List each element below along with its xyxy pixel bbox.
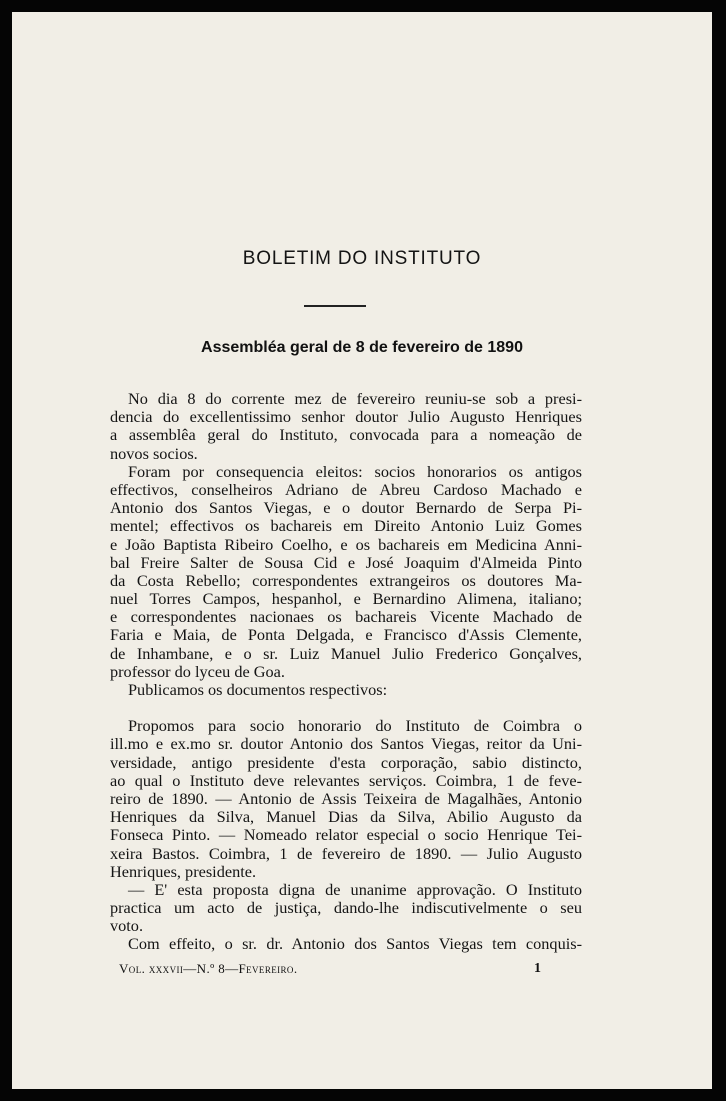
text-line: Publicamos os documentos respectivos: [128, 680, 388, 699]
text-line: novos socios. [110, 443, 198, 463]
text-line: ao qual o Instituto deve relevantes serviços. Coimbra, 1 de feve- [110, 770, 582, 790]
text-line: No dia 8 do corrente mez de fevereiro reuniu-se sob a presi- [128, 389, 582, 408]
text-line: ill.mo e ex.mo sr. doutor Antonio dos Santos Viegas, reitor da Uni- [110, 734, 582, 754]
volume-signature: Vol. xxxvii—N.º 8—Fevereiro. [119, 961, 298, 976]
text-line: xeira Bastos. Coimbra, 1 de fevereiro de 1890. — Julio Augusto [110, 843, 582, 863]
body-text [110, 390, 582, 954]
text-line: bal Freire Salter de Sousa Cid e José Joaquim d'Almeida Pinto [110, 552, 582, 572]
text-line: da Costa Rebello; correspondentes extrangeiros os doutores Ma- [110, 570, 582, 590]
text-line: dencia do excellentissimo senhor doutor Julio Augusto Henriques [110, 407, 582, 427]
text-line: reiro de 1890. — Antonio de Assis Teixeira de Magalhães, Antonio [110, 788, 582, 808]
paragraph-gap [110, 699, 582, 717]
text-line: e correspondentes nacionaes os bachareis Vicente Machado de [110, 607, 582, 627]
text-line: e João Baptista Ribeiro Coelho, e os bachareis em Medicina Anni- [110, 534, 582, 554]
text-line: de Inhambane, e o sr. Luiz Manuel Julio Frederico Gonçalves, [110, 643, 582, 663]
page-title: BOLETIM DO INSTITUTO [242, 248, 482, 269]
text-line: Henriques, presidente. [110, 861, 257, 881]
text-line: Antonio dos Santos Viegas, e o doutor Bernardo de Serpa Pi- [110, 498, 582, 518]
text-line: Com effeito, o sr. dr. Antonio dos Santos Viegas tem conquis- [128, 934, 582, 954]
text-line: Henriques da Silva, Manuel Dias da Silva, Abilio Augusto da [110, 807, 582, 827]
text-line: Fonseca Pinto. — Nomeado relator especial o socio Henrique Tei- [110, 825, 582, 845]
text-line: versidade, antigo presidente d'esta corporação, sabio distincto, [110, 752, 582, 772]
text-line: Foram por consequencia eleitos: socios honorarios os antigos [128, 461, 582, 481]
text-line: mentel; effectivos os bachareis em Direito Antonio Luiz Gomes [110, 516, 582, 536]
text-line: Propomos para socio honorario do Instituto de Coimbra o [128, 716, 582, 736]
document-page [12, 12, 712, 1089]
section-title: Assembléa geral de 8 de fevereiro de 1890 [201, 339, 523, 356]
text-line: a assemblêa geral do Instituto, convocada para a nomeação de [110, 425, 582, 445]
text-line: — E' esta proposta digna de unanime approvação. O Instituto [128, 879, 582, 899]
text-line: Faria e Maia, de Ponta Delgada, e Francisco d'Assis Clemente, [110, 625, 582, 645]
text-line: professor do lyceu de Goa. [110, 661, 285, 681]
text-line: practica um acto de justiça, dando-lhe indiscutivelmente o seu [110, 898, 582, 918]
page-number: 1 [534, 961, 541, 976]
text-line: nuel Torres Campos, hespanhol, e Bernardino Alimena, italiano; [110, 589, 582, 609]
text-line: effectivos, conselheiros Adriano de Abreu Cardoso Machado e [110, 479, 582, 499]
title-divider [304, 305, 366, 307]
text-line: voto. [110, 916, 144, 936]
